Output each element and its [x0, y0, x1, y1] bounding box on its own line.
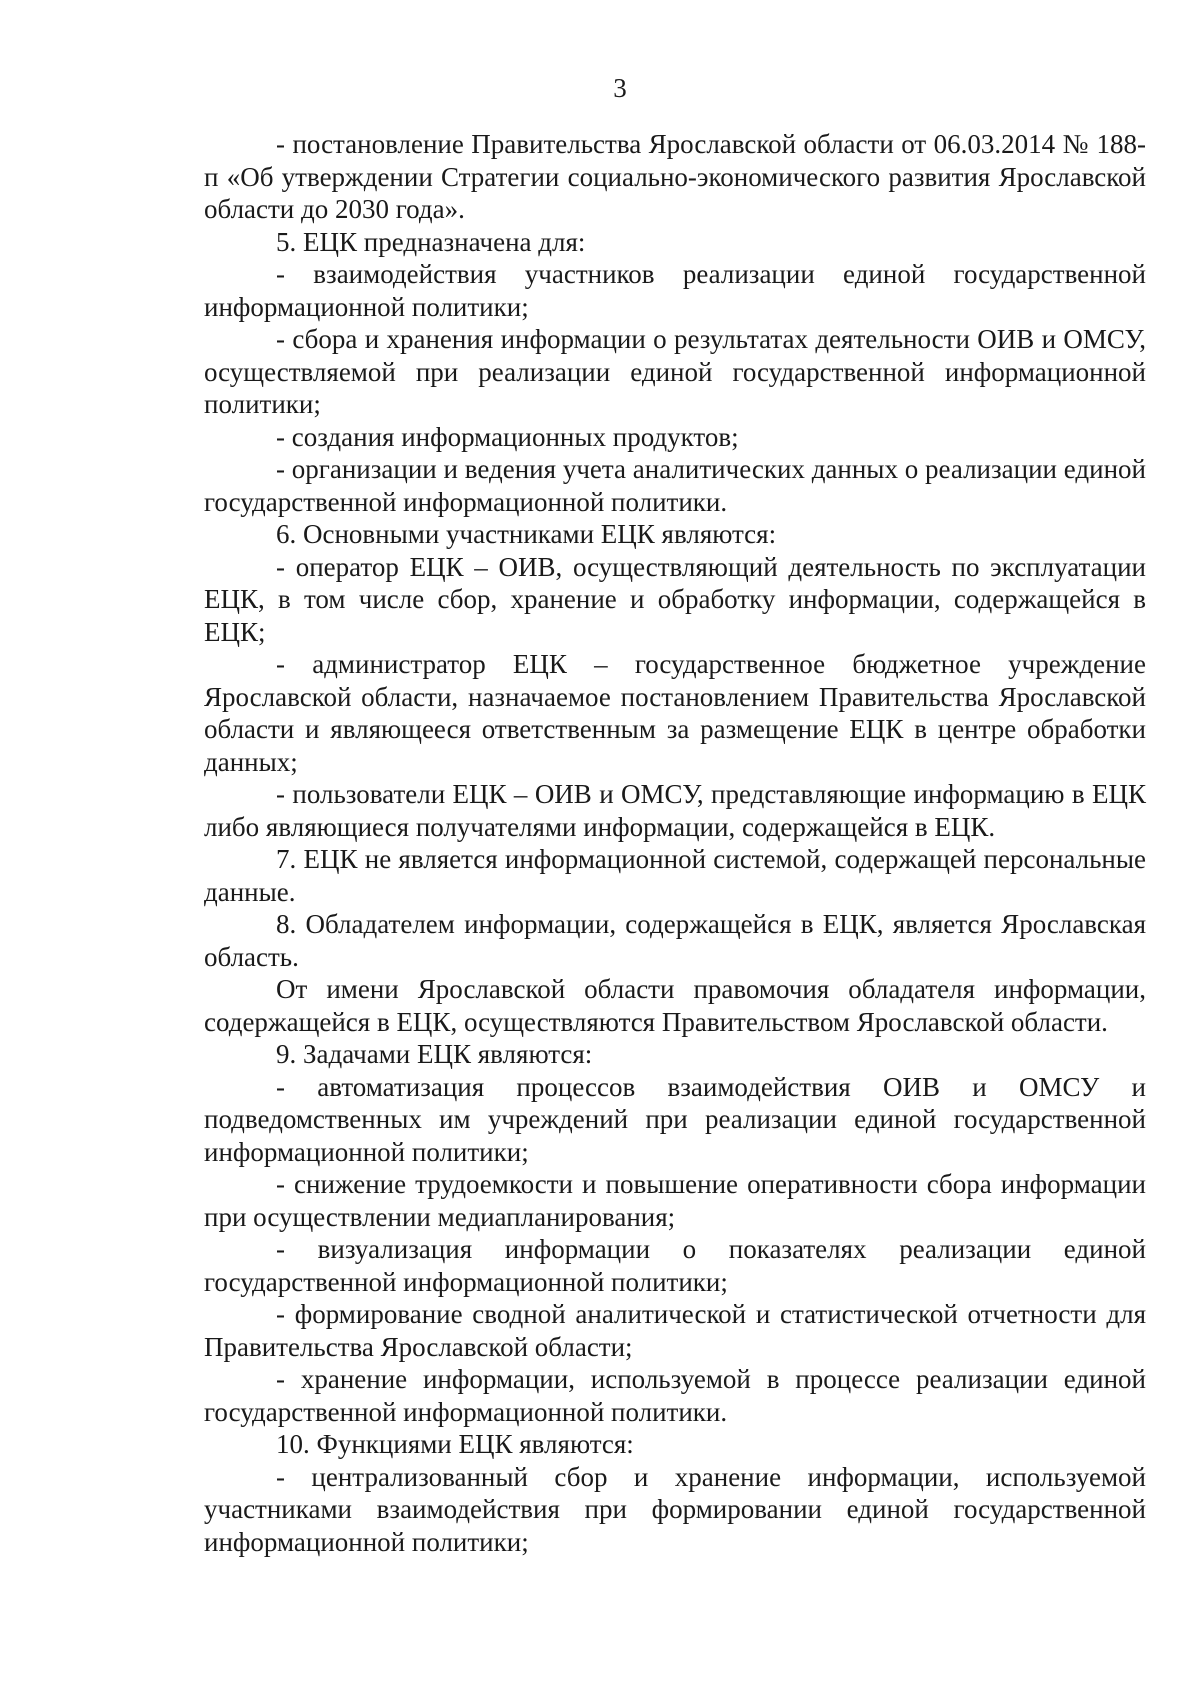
paragraph: 5. ЕЦК предназначена для:: [276, 226, 586, 257]
paragraph: - постановление Правительства Ярославской области от 06.03.2014 № 188-п «Об утверждении Стратегии социально-экономического развития Ярославской области до 2030 года».: [204, 129, 1146, 224]
paragraph: - хранение информации, используемой в процессе реализации единой государственной информационной политики.: [204, 1364, 1146, 1427]
paragraph: - централизованный сбор и хранение информации, используемой участниками взаимодействия при формировании единой государственной информационной политики;: [204, 1461, 1146, 1557]
document-body: [204, 128, 1146, 1558]
paragraph: - пользователи ЕЦК – ОИВ и ОМСУ, представляющие информацию в ЕЦК либо являющиеся получателями информации, содержащейся в ЕЦК.: [204, 779, 1146, 842]
paragraph: 9. Задачами ЕЦК являются:: [276, 1039, 593, 1069]
paragraph: - оператор ЕЦК – ОИВ, осуществляющий деятельность по эксплуатации ЕЦК, в том числе сбор, хранение и обработку информации, содержащейся в ЕЦК;: [204, 551, 1146, 647]
paragraph: - создания информационных продуктов;: [276, 421, 739, 452]
paragraph: 10. Функциями ЕЦК являются:: [276, 1429, 634, 1459]
paragraph: - визуализация информации о показателях реализации единой государственной информационной политики;: [204, 1234, 1146, 1297]
paragraph: - взаимодействия участников реализации единой государственной информационной политики;: [204, 259, 1146, 322]
paragraph: 8. Обладателем информации, содержащейся в ЕЦК, является Ярославская область.: [204, 909, 1146, 972]
paragraph: - формирование сводной аналитической и статистической отчетности для Правительства Ярославской области;: [204, 1299, 1146, 1362]
paragraph: - организации и ведения учета аналитических данных о реализации единой государственной информационной политики.: [204, 454, 1146, 517]
paragraph: 6. Основными участниками ЕЦК являются:: [276, 519, 777, 549]
paragraph: - снижение трудоемкости и повышение оперативности сбора информации при осуществлении медиапланирования;: [204, 1169, 1146, 1232]
paragraph: От имени Ярославской области правомочия обладателя информации, содержащейся в ЕЦК, осуществляются Правительством Ярославской области.: [204, 974, 1146, 1037]
paragraph: - автоматизация процессов взаимодействия ОИВ и ОМСУ и подведомственных им учреждений при реализации единой государственной информационной политики;: [204, 1071, 1146, 1167]
paragraph: 7. ЕЦК не является информационной системой, содержащей персональные данные.: [204, 844, 1146, 907]
page-number: 3: [613, 73, 627, 103]
paragraph: - сбора и хранения информации о результатах деятельности ОИВ и ОМСУ, осуществляемой при реализации единой государственной информационной политики;: [204, 324, 1146, 419]
paragraph: - администратор ЕЦК – государственное бюджетное учреждение Ярославской области, назначаемое постановлением Правительства Ярославской области и являющееся ответственным за размещение ЕЦК в центре обработки данных;: [204, 649, 1146, 777]
